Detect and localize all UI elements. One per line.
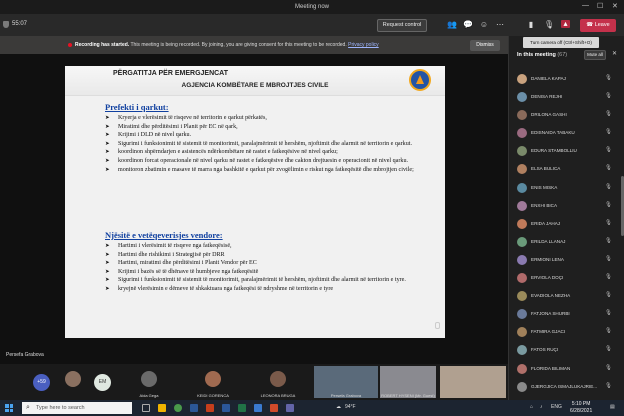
- recording-banner: [0, 36, 508, 54]
- list-item: ➤ Sigurimi i funksionimit të sistemit të monitorimit, paralajmërimit të hershëm, njoftimit dhe alarmit në territorin e qarkut.: [105, 140, 441, 149]
- tile-label: Persefa Grabova: [330, 393, 362, 398]
- participant-name: EVADIOLA NEZHA: [531, 293, 571, 299]
- powerpoint-icon[interactable]: [206, 404, 214, 412]
- participant-tile[interactable]: [248, 366, 308, 398]
- participant-row[interactable]: [509, 88, 624, 106]
- tile-label: LEONORA BRUGA: [260, 393, 296, 398]
- muted-microphone-icon: 🎙: [605, 382, 612, 389]
- participant-row[interactable]: [509, 142, 624, 160]
- network-icon[interactable]: ⌂: [530, 404, 534, 410]
- presentation-slide: [65, 66, 445, 338]
- participant-name: FLORIDA BILIMAN: [531, 365, 571, 371]
- people-icon[interactable]: 👥: [447, 20, 457, 29]
- avatar: [517, 201, 527, 211]
- video-strip: [0, 364, 508, 400]
- shield-icon: [3, 21, 9, 28]
- avatar-initials[interactable]: EM: [94, 374, 111, 391]
- participant-row[interactable]: [509, 287, 624, 305]
- avatar: [517, 164, 527, 174]
- participant-name: ERIDA JAHAJ: [531, 220, 561, 226]
- participant-row[interactable]: [509, 251, 624, 269]
- list-item: ➤ Sigurimi i funksionimit të sistemit të monitorimit, paralajmërimit të hershëm, njoftimit dhe alarmit në territorin e tyre.: [105, 276, 441, 285]
- meeting-toolbar: [0, 14, 624, 36]
- participant-name: FATJONA SHURBI: [531, 311, 570, 317]
- recording-icon: [68, 43, 72, 47]
- panel-header: [517, 52, 567, 58]
- avatar: [517, 146, 527, 156]
- volume-icon[interactable]: ♪: [540, 404, 543, 410]
- participant-row[interactable]: [509, 323, 624, 341]
- muted-microphone-icon: 🎙: [605, 346, 612, 353]
- muted-microphone-icon: 🎙: [605, 292, 612, 299]
- avatar: [517, 327, 527, 337]
- avatar: [517, 273, 527, 283]
- participant-name: DRILONA GASHI: [531, 112, 567, 118]
- participant-row[interactable]: [509, 179, 624, 197]
- taskbar-clock[interactable]: [570, 401, 592, 415]
- minimize-icon[interactable]: —: [582, 2, 589, 9]
- microphone-icon[interactable]: 🎙: [544, 20, 555, 29]
- muted-microphone-icon: 🎙: [605, 219, 612, 226]
- avatar: [517, 219, 527, 229]
- phone-hangup-icon: ☎: [586, 22, 595, 28]
- recording-message: [75, 42, 379, 48]
- participant-name: ERVIOLA DOÇI: [531, 275, 564, 281]
- avatar: [517, 255, 527, 265]
- participant-row[interactable]: [509, 305, 624, 323]
- participant-list: [509, 70, 624, 396]
- avatar: [517, 291, 527, 301]
- avatar: [517, 74, 527, 84]
- participant-video-tile[interactable]: [380, 366, 436, 398]
- muted-microphone-icon: 🎙: [605, 111, 612, 118]
- list-item: ➤ kryejnë vlerësimin e dëmeve të shkaktuara nga fatkeqësi të ndryshme në territorin e tyre: [105, 285, 441, 294]
- participant-row[interactable]: [509, 360, 624, 378]
- avatar: [65, 371, 81, 387]
- avatar: [517, 237, 527, 247]
- section2-heading: Njësitë e vetëqeverisjes vendore:: [105, 230, 223, 240]
- participant-name: FATOS RUÇI: [531, 347, 559, 353]
- muted-microphone-icon: 🎙: [605, 328, 612, 335]
- avatar: [517, 345, 527, 355]
- language-indicator[interactable]: ENG: [551, 404, 562, 410]
- participant-name: ENIS MISKA: [531, 184, 558, 190]
- list-item: ➤ koordinon forcat operacionale në nivel qarku në rastet e fatkeqësive dhe cakton drejtuesin e operacionit në nivel qarku.: [105, 157, 441, 166]
- participants-panel: [508, 36, 624, 400]
- tile-label: ROBERT HYSENI (Mr. Guest): [381, 393, 435, 398]
- participant-tile[interactable]: [62, 366, 84, 398]
- clock-date: 6/28/2021: [570, 408, 593, 414]
- participant-name: ERMIONI LENA: [531, 256, 564, 262]
- outlook-icon[interactable]: [190, 404, 198, 412]
- participant-name: DANIELA KAPAJ: [531, 76, 566, 81]
- more-participants-badge[interactable]: +59: [33, 374, 50, 391]
- meeting-timer: 55:07: [12, 21, 28, 27]
- list-item: ➤ Hartimi, miratimi dhe përditësimi i Planit Vendor për EC: [105, 259, 441, 268]
- muted-microphone-icon: 🎙: [605, 93, 612, 100]
- share-screen-icon[interactable]: ▴: [561, 20, 570, 28]
- list-item: ➤ Hartimi dhe rishikimi i Strategjisë për DRR: [105, 251, 441, 260]
- muted-microphone-icon: 🎙: [605, 310, 612, 317]
- leave-label: Leave: [594, 22, 610, 28]
- chrome-icon[interactable]: [174, 404, 182, 412]
- muted-microphone-icon: 🎙: [605, 255, 612, 262]
- avatar: [517, 309, 527, 319]
- windows-start-icon[interactable]: [5, 404, 13, 412]
- word-icon[interactable]: [222, 404, 230, 412]
- excel-icon[interactable]: [238, 404, 246, 412]
- recording-bold: Recording has started.: [75, 42, 130, 48]
- slide-title: PËRGATITJA PËR EMERGJENCAT: [113, 70, 228, 77]
- slide-subtitle: AGJENCIA KOMBËTARE E MBROJTJES CIVILE: [181, 82, 329, 89]
- teams-icon[interactable]: [286, 404, 294, 412]
- list-item: ➤ Krijimi i DLD në nivel qarku.: [105, 131, 441, 140]
- participant-name: ENXHI BICA: [531, 202, 558, 208]
- weather-icon[interactable]: ☁: [336, 404, 341, 410]
- list-item: ➤ Krijimi i bazës së të dhënave të humbjeve nga fatkeqësitë: [105, 268, 441, 277]
- panel-title: In this meeting: [517, 52, 556, 58]
- avatar: [205, 371, 221, 387]
- reactions-icon[interactable]: ☺: [479, 20, 489, 29]
- leave-button[interactable]: [580, 19, 616, 32]
- file-explorer-icon[interactable]: [158, 404, 166, 412]
- presenter-name-label: Persefa Grabova: [6, 352, 44, 358]
- muted-microphone-icon: 🎙: [605, 165, 612, 172]
- muted-microphone-icon: 🎙: [605, 364, 612, 371]
- participant-row[interactable]: [509, 233, 624, 251]
- request-control-button[interactable]: Request control: [377, 19, 427, 32]
- participant-name: FATMIRA GJACI: [531, 329, 566, 335]
- close-icon[interactable]: ✕: [612, 3, 618, 10]
- participant-video-tile[interactable]: [440, 366, 506, 398]
- participant-row[interactable]: [509, 215, 624, 233]
- tile-label: Aida Gega: [139, 393, 159, 398]
- shared-screen-stage: [0, 54, 508, 364]
- avatar: [517, 92, 527, 102]
- avatar: [517, 128, 527, 138]
- participant-row[interactable]: [509, 341, 624, 359]
- participant-row[interactable]: [509, 378, 624, 396]
- camera-tooltip: Turn camera off (Ctrl+Shift+O): [523, 37, 599, 48]
- title-bar: [0, 0, 624, 14]
- participant-video-tile[interactable]: [314, 366, 378, 398]
- clock-time: 5:10 PM: [571, 401, 591, 407]
- mouse-cursor-icon: [435, 322, 440, 329]
- participant-tile[interactable]: [184, 366, 242, 398]
- participant-row[interactable]: [509, 106, 624, 124]
- window-title: Meeting now: [294, 4, 330, 10]
- list-item: ➤ Hartimi i vlerësimit të risqeve nga fatkeqësisë,: [105, 242, 441, 251]
- participant-row[interactable]: [509, 124, 624, 142]
- mute-all-button[interactable]: Mute all: [584, 50, 606, 60]
- avatar: [270, 371, 286, 387]
- muted-microphone-icon: 🎙: [605, 147, 612, 154]
- app-icon[interactable]: [270, 404, 278, 412]
- tile-label: KEIDI GORENCA: [197, 393, 229, 398]
- participant-count: (67): [557, 52, 568, 58]
- muted-microphone-icon: 🎙: [605, 75, 612, 81]
- participant-name: ELSA BULICA: [531, 166, 561, 172]
- section1-list: [105, 114, 441, 174]
- avatar: [517, 364, 527, 374]
- muted-microphone-icon: 🎙: [605, 274, 612, 281]
- avatar: [141, 371, 157, 387]
- notifications-icon[interactable]: ▤: [610, 404, 615, 410]
- dismiss-button[interactable]: Dismiss: [470, 40, 500, 51]
- list-item: ➤ monitoron zbatimin e masave të marra nga bashkitë e qarkut për zvogëlimin e riskut nga fatkeqësitë dhe mbrojtjen civile;: [105, 166, 441, 175]
- task-view-icon[interactable]: [142, 404, 150, 412]
- participant-name: EDISNAIDA TABAKU: [531, 130, 575, 136]
- avatar: [517, 382, 527, 392]
- participant-row[interactable]: [509, 197, 624, 215]
- participant-row[interactable]: [509, 70, 624, 88]
- muted-microphone-icon: 🎙: [605, 237, 612, 244]
- temperature-label: 94°F: [345, 404, 356, 410]
- muted-microphone-icon: 🎙: [605, 129, 612, 136]
- windows-taskbar: [0, 400, 624, 416]
- panel-close-icon[interactable]: ✕: [612, 51, 618, 57]
- list-item: ➤ Miratimi dhe përditësimi i Planit për EC në qark,: [105, 123, 441, 132]
- avatar: [517, 183, 527, 193]
- section1-heading: Prefekti i qarkut:: [105, 102, 169, 112]
- edge-icon[interactable]: [254, 404, 262, 412]
- participant-tile[interactable]: [122, 366, 176, 398]
- participant-name: DENISA REJHI: [531, 94, 563, 100]
- participant-name: EDURA STAMBOLLIU: [531, 148, 577, 154]
- participant-name: ERILDA LLANAJ: [531, 238, 566, 244]
- slide-header: [65, 66, 445, 96]
- muted-microphone-icon: 🎙: [605, 183, 612, 190]
- participant-name: GJERGJICA ISMAJLUKAJRIE...: [531, 383, 598, 389]
- recording-text: This meeting is being recorded. By joining, you are giving consent for this meeting to be recorded.: [129, 42, 347, 48]
- taskbar-search-input[interactable]: ⌕ Type here to search: [22, 402, 132, 414]
- list-item: ➤ koordinon shpërndarjen e asistencës ndërkombëtare në rastet e fatkeqësive në nivel qarku;: [105, 148, 441, 157]
- chat-icon[interactable]: 💬: [463, 20, 473, 29]
- maximize-icon[interactable]: ☐: [597, 3, 604, 10]
- camera-icon[interactable]: ▮: [528, 20, 534, 29]
- avatar: [517, 110, 527, 120]
- list-item: ➤ Kryerja e vlerësimit të risqeve në territorin e qarkut përkatës,: [105, 114, 441, 123]
- muted-microphone-icon: 🎙: [605, 201, 612, 208]
- participant-row[interactable]: [509, 160, 624, 178]
- privacy-policy-link[interactable]: Privacy policy: [348, 42, 379, 48]
- section2-list: [105, 242, 441, 294]
- participant-row[interactable]: [509, 269, 624, 287]
- more-options-icon[interactable]: ⋯: [496, 20, 504, 29]
- civil-protection-logo-icon: [409, 69, 431, 91]
